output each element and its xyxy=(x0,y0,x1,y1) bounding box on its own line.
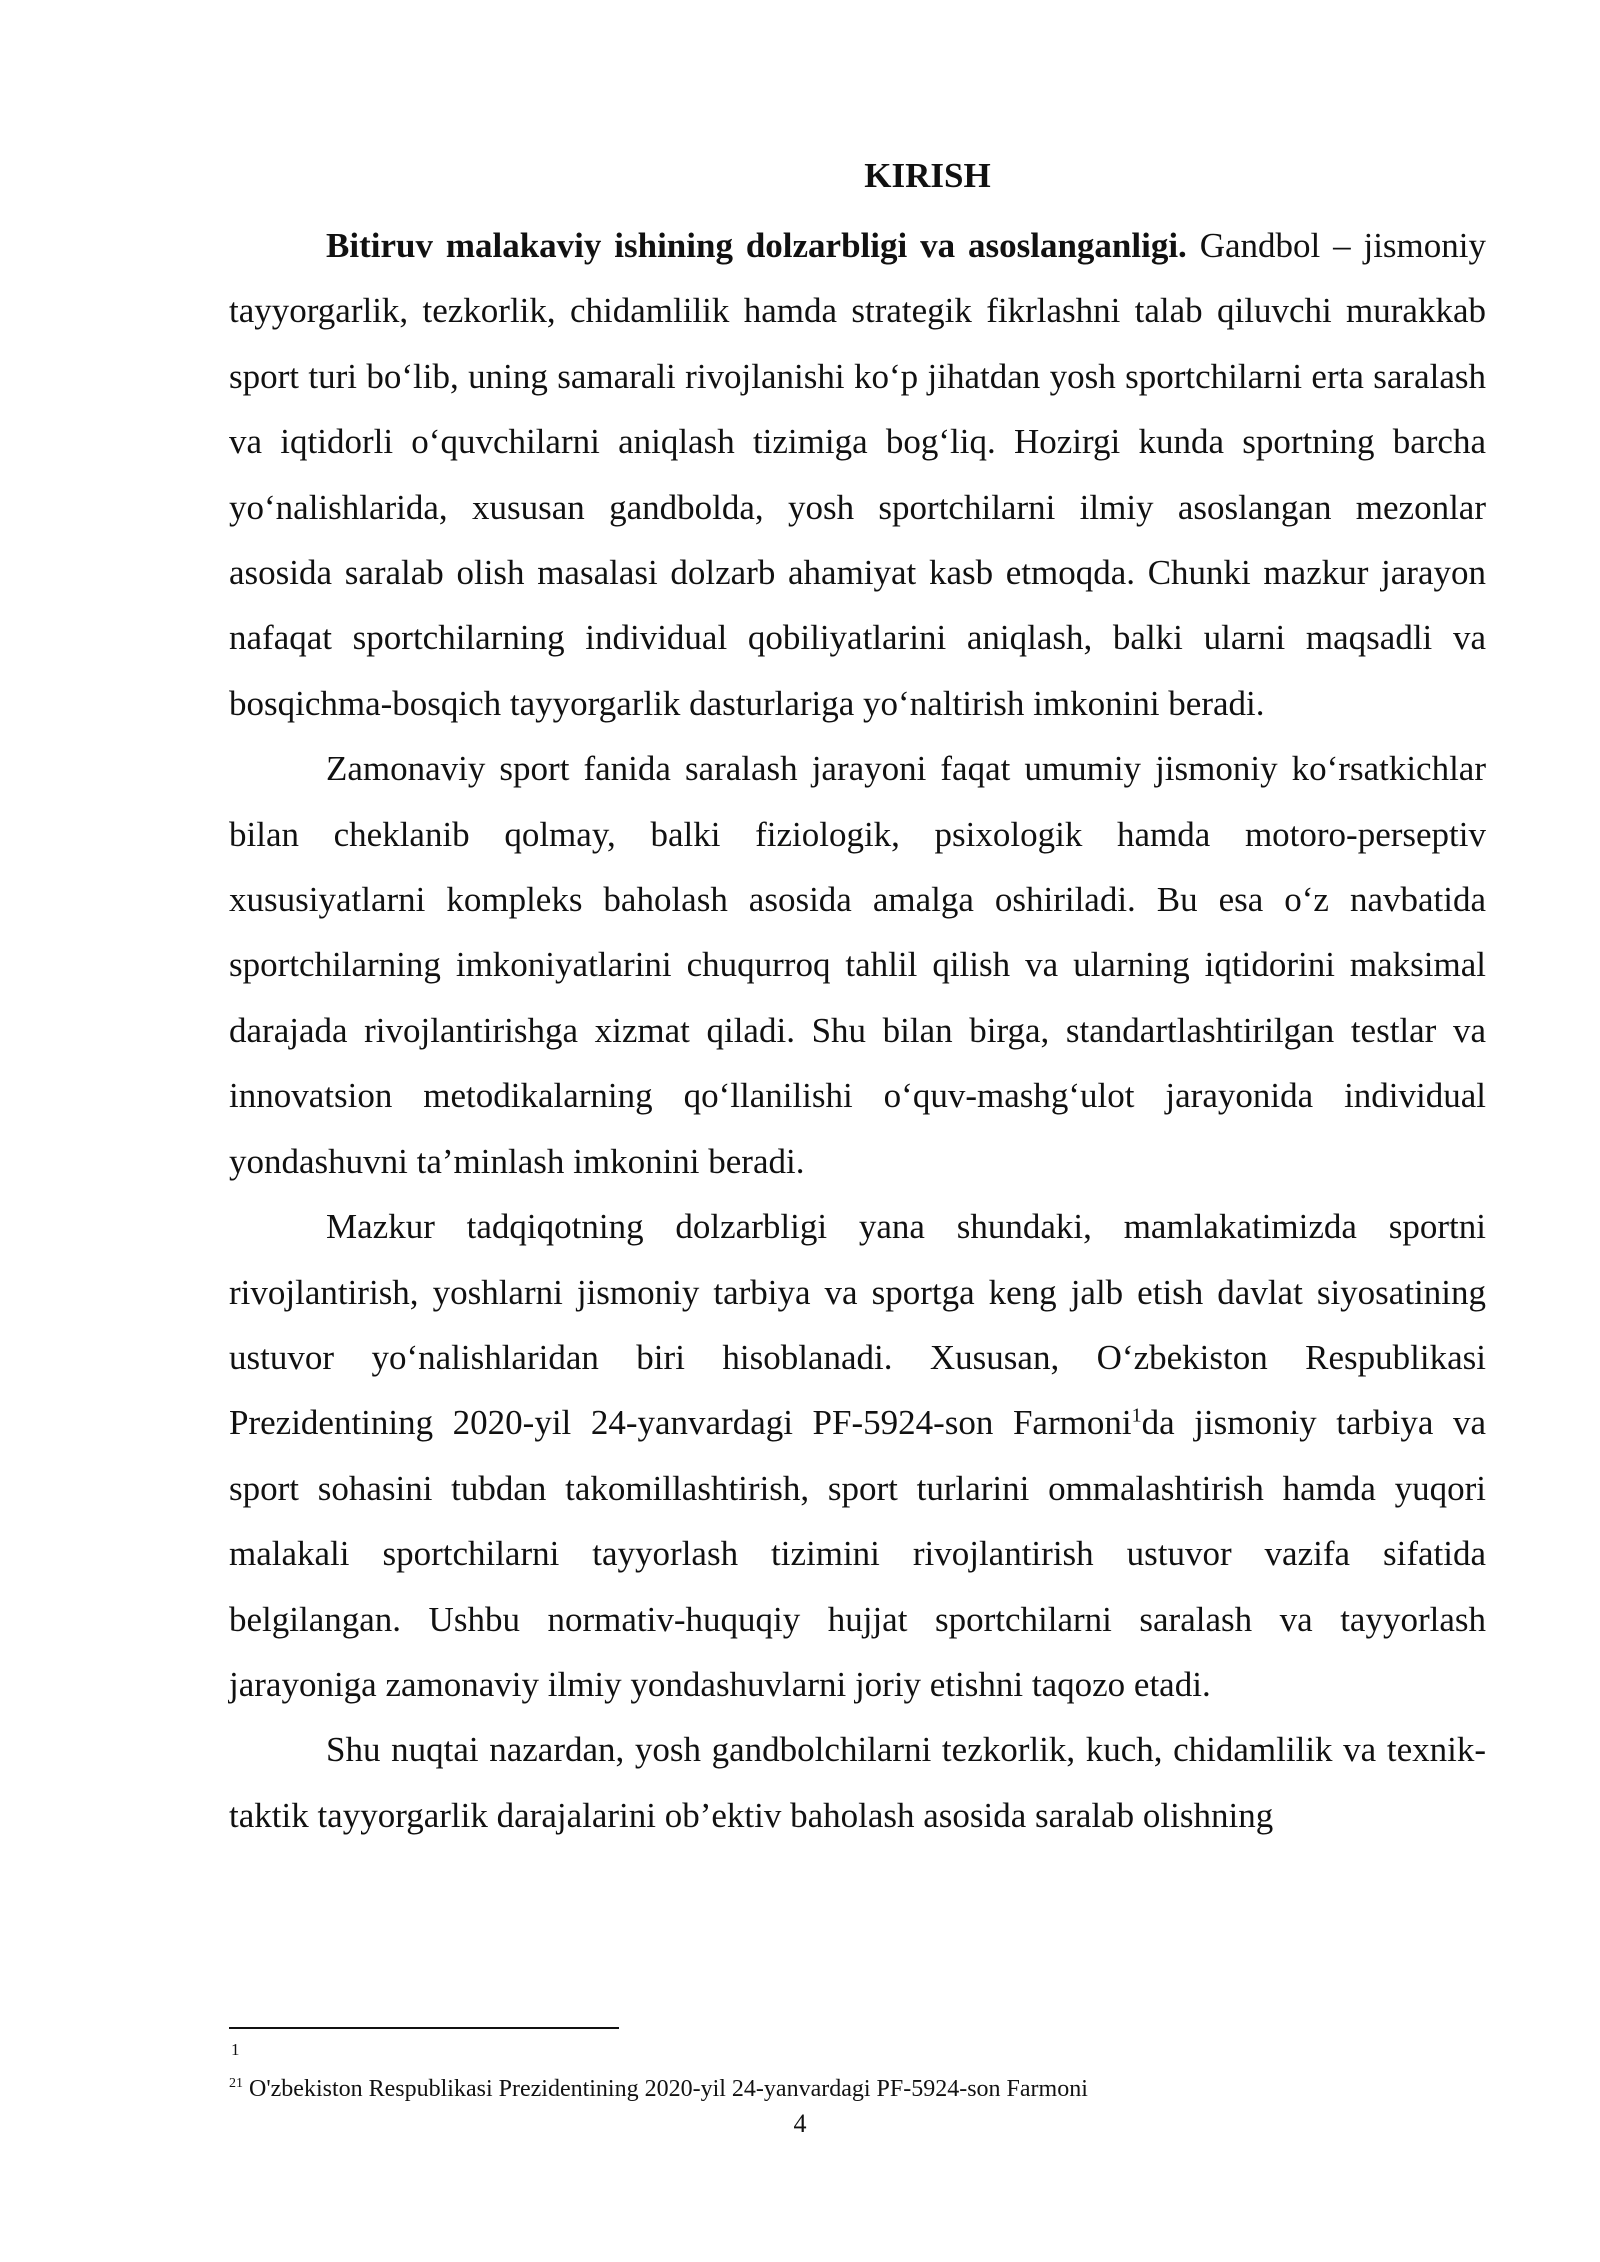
main-text xyxy=(229,148,1486,1848)
paragraph-relevance xyxy=(229,213,1486,736)
paragraph-decree xyxy=(229,1194,1486,1717)
paragraph-modern-selection: Zamonaviy sport fanida saralash jarayoni faqat umumiy jismoniy ko‘rsatkichlar bilan cheklanib qolmay, balki fiziologik, psixologik hamda motoro-perseptiv xususiyatlarni kompleks baholash asosida amalga oshiriladi. Bu esa o‘z navbatida sportchilarning imkoniyatlarini chuqurroq tahlil qilish va ularning iqtidorini maksimal darajada rivojlantirishga xizmat qiladi. Shu bilan birga, standartlashtirilgan testlar va innovatsion metodikalarning qo‘llanilishi o‘quv-mashg‘ulot jarayonida individual yondashuvni ta’minlash imkonini beradi. xyxy=(229,749,1486,1181)
footnote-text: O'zbekiston Respublikasi Prezidentining 2020-yil 24-yanvardagi PF-5924-son Farmoni xyxy=(243,2076,1088,2102)
paragraph-text: Gandbol – jismoniy tayyorgarlik, tezkorlik, chidamlilik hamda strategik fikrlashni talab qiluvchi murakkab sport turi bo‘lib, uning samarali rivojlanishi ko‘p jihatdan yosh sportchilarni erta saralash va iqtidorli o‘quvchilarni aniqlash tizimiga bog‘liq. Hozirgi kunda sportning barcha yo‘nalishlarida, xususan gandbolda, yosh sportchilarni ilmiy asoslangan mezonlar asosida saralab olish masalasi dolzarb ahamiyat kasb etmoqda. Chunki mazkur jarayon nafaqat sportchilarning individual qobiliyatlarini aniqlash, balki ularni maqsadli va bosqichma-bosqich tayyorgarlik dasturlariga yo‘naltirish imkonini beradi. xyxy=(229,226,1486,723)
footnote-mark: 1 xyxy=(231,2040,240,2059)
footnote xyxy=(229,2073,1088,2105)
paragraph-text-before: Mazkur tadqiqotning dolzarbligi yana shundaki, mamlakatimizda sportni rivojlantirish, yoshlarni jismoniy tarbiya va sportga keng jalb etish davlat siyosatining ustuvor yo‘nalishlaridan biri hisoblanadi. Xususan, O‘zbekiston Respublikasi Prezidentining 2020-yil 24-yanvardagi PF-5924-son Farmoni xyxy=(229,1207,1486,1443)
page-number: 4 xyxy=(793,2109,807,2138)
paragraph-text-after: da jismoniy tarbiya va sport sohasini tubdan takomillashtirish, sport turlarini ommalashtirish hamda yuqori malakali sportchilarni tayyorlash tizimini rivojlantirish ustuvor vazifa sifatida belgilangan. Ushbu normativ-huquqiy hujjat sportchilarni saralash va tayyorlash jarayoniga zamonaviy ilmiy yondashuvlarni joriy etishni taqozo etadi. xyxy=(229,1403,1486,1704)
footnote-superscript: 21 xyxy=(229,2076,243,2091)
footnote-reference[interactable]: 1 xyxy=(1131,1404,1142,1427)
paragraph-conclusion: Shu nuqtai nazardan, yosh gandbolchilarni tezkorlik, kuch, chidamlilik va texnik-taktik tayyorgarlik darajalarini ob’ektiv baholash asosida saralab olishning xyxy=(229,1730,1486,1835)
paragraph-lead: Bitiruv malakaviy ishining dolzarbligi va asoslanganligi. xyxy=(326,226,1187,265)
footnote-separator xyxy=(229,2027,619,2029)
page-title: KIRISH xyxy=(864,156,991,195)
